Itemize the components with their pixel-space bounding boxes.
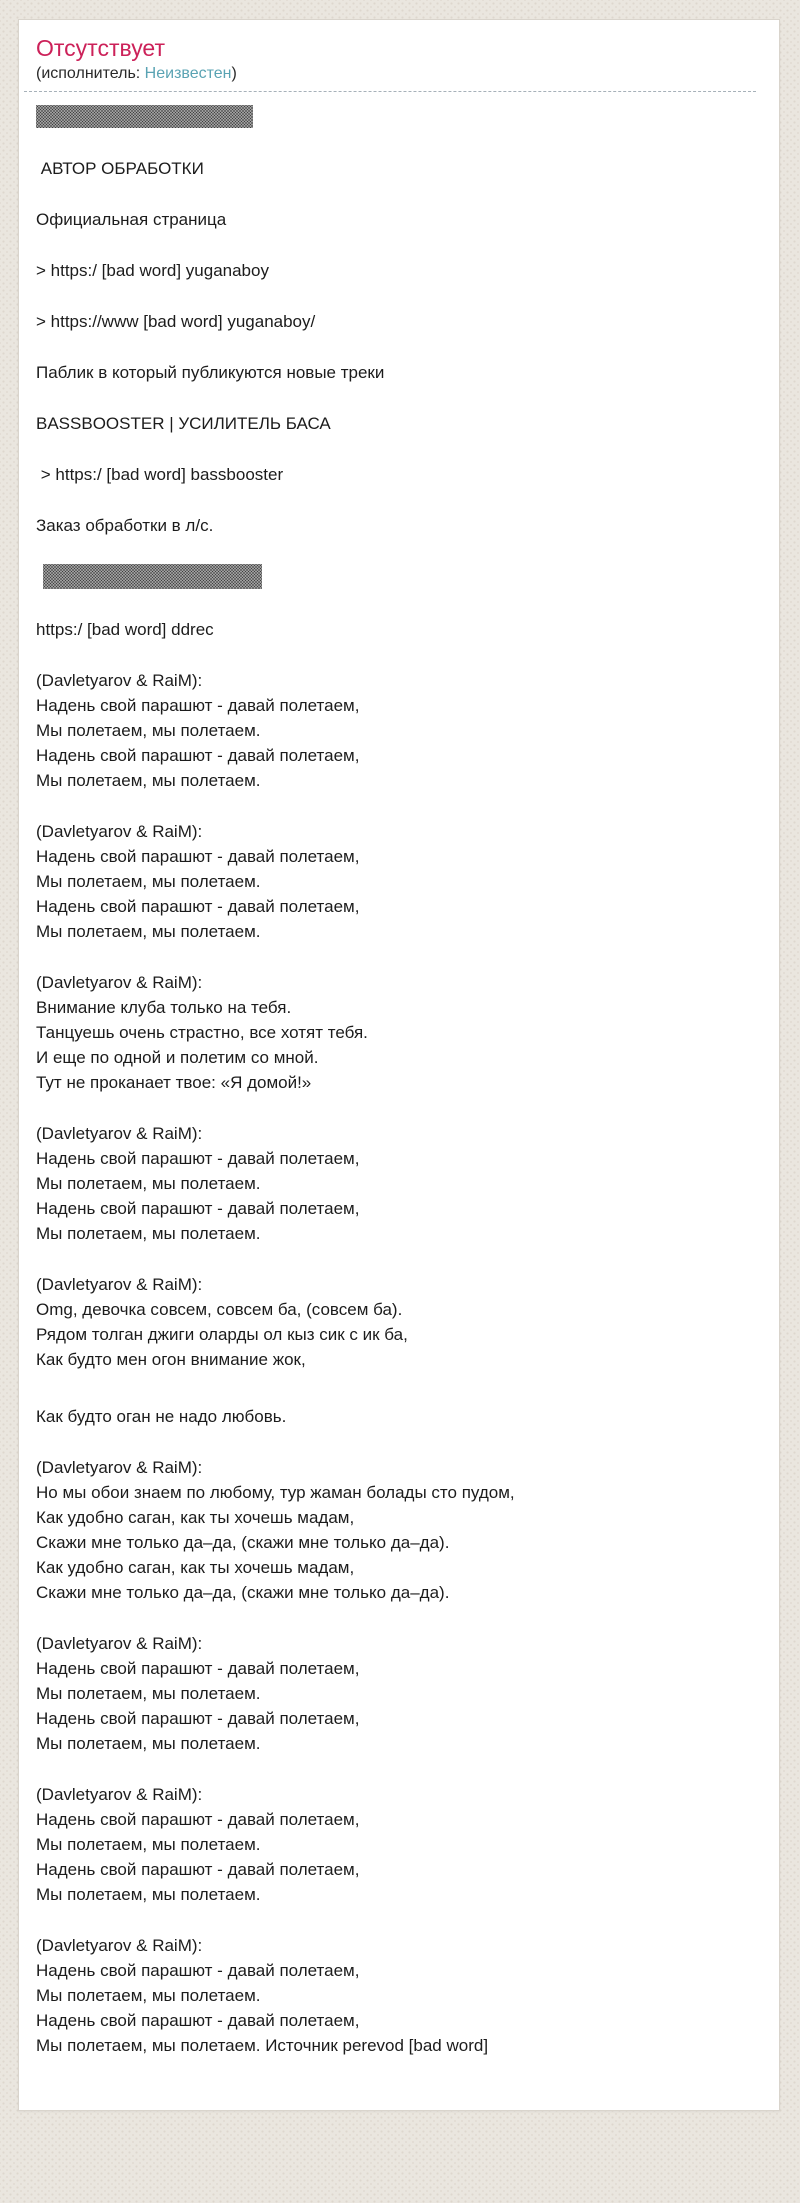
censored-dots-block	[36, 105, 253, 128]
lyrics-paragraph: Как будто оган не надо любовь.	[36, 1407, 287, 1426]
lyrics-paragraph: Официальная страница	[36, 210, 227, 229]
lyrics-paragraph: (Davletyarov & RaiM): Надень свой парашют - давай полетаем, Мы полетаем, мы полетаем. Надень свой парашют - давай полетаем, Мы полетаем, мы полетаем.	[36, 1785, 360, 1904]
artist-line	[36, 64, 756, 84]
lyrics-paragraph: > https:/ [bad word] bassbooster	[36, 465, 284, 484]
lyrics-card	[18, 19, 780, 2111]
song-title: Отсутствует	[36, 35, 165, 61]
lyrics-paragraph: BASSBOOSTER | УСИЛИТЕЛЬ БАСА	[36, 414, 331, 433]
artist-label: (исполнитель:	[36, 65, 145, 82]
lyrics-paragraph: (Davletyarov & RaiM): Надень свой парашют - давай полетаем, Мы полетаем, мы полетаем. Надень свой парашют - давай полетаем, Мы полетаем, мы полетаем.	[36, 1634, 360, 1753]
artist-link[interactable]: Неизвестен	[144, 65, 232, 82]
lyrics-paragraph: (Davletyarov & RaiM): Omg, девочка совсем, совсем ба, (совсем ба). Рядом толган джиги оларды ол кыз сик с ик ба, Как будто мен огон внимание жок,	[36, 1275, 408, 1369]
lyrics-paragraph: Паблик в который публикуются новые треки	[36, 363, 385, 382]
lyrics-paragraph: Заказ обработки в л/с.	[36, 516, 214, 535]
lyrics-paragraph: (Davletyarov & RaiM): Надень свой парашют - давай полетаем, Мы полетаем, мы полетаем. Надень свой парашют - давай полетаем, Мы полетаем, мы полетаем.	[36, 1124, 360, 1243]
lyrics-paragraph: > https://www [bad word] yuganaboy/	[36, 312, 316, 331]
lyrics-paragraph: (Davletyarov & RaiM): Внимание клуба только на тебя. Танцуешь очень страстно, все хотят тебя. И еще по одной и полетим со мной. Тут не проканает твое: «Я домой!»	[36, 973, 368, 1092]
lyrics-paragraph: https:/ [bad word] ddrec	[36, 620, 214, 639]
song-header	[24, 20, 756, 92]
lyrics-paragraph: АВТОР ОБРАБОТКИ	[36, 159, 204, 178]
lyrics-paragraph: (Davletyarov & RaiM): Надень свой парашют - давай полетаем, Мы полетаем, мы полетаем. Надень свой парашют - давай полетаем, Мы полетаем, мы полетаем.	[36, 822, 360, 941]
lyrics-paragraph: > https:/ [bad word] yuganaboy	[36, 261, 269, 280]
censored-dots-block	[43, 564, 262, 589]
lyrics-paragraph: (Davletyarov & RaiM): Надень свой парашют - давай полетаем, Мы полетаем, мы полетаем. Надень свой парашют - давай полетаем, Мы полетаем, мы полетаем.	[36, 671, 360, 790]
lyrics-content	[19, 92, 779, 2058]
lyrics-paragraph: (Davletyarov & RaiM): Но мы обои знаем по любому, тур жаман болады сто пудом, Как удобно саган, как ты хочешь мадам, Скажи мне только да–да, (скажи мне только да–да). Как удобно саган, как ты хочешь мадам, Скажи мне только да–да, (скажи мне только да–да).	[36, 1458, 515, 1602]
artist-label-close: )	[231, 65, 237, 82]
lyrics-paragraph: (Davletyarov & RaiM): Надень свой парашют - давай полетаем, Мы полетаем, мы полетаем. Надень свой парашют - давай полетаем, Мы полетаем, мы полетаем. Источник perevod [bad word]	[36, 1936, 489, 2055]
